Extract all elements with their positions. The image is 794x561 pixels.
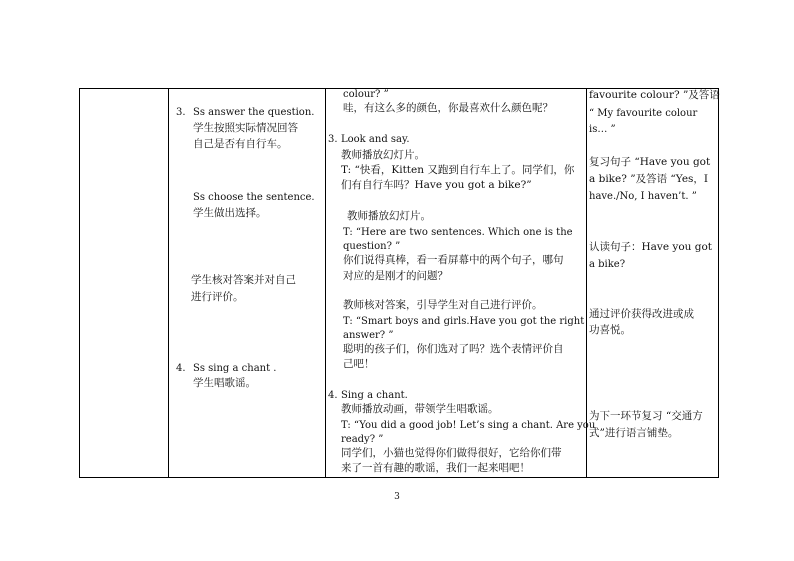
teacher-slide-2: T: “Here are two sentences. Which one is the — [343, 227, 573, 238]
teacher-slide-4: 你们说得真棒，看一看屏幕中的两个句子，哪句 — [343, 254, 564, 266]
teacher-check-4: 聪明的孩子们，你们选对了吗？选个表情评价自 — [343, 343, 564, 355]
teacher-check-3: answer? ” — [343, 330, 394, 341]
teacher-slide-1: 教师播放幻灯片。 — [347, 210, 431, 222]
purpose-top-1: favourite colour? ”及答语 — [589, 89, 720, 101]
teacher-item3-2: T: “快看，Kitten 又跑到自行车上了。同学们，你 — [341, 164, 575, 176]
purpose-bridge-1: 为下一环节复习 “交通方 — [589, 410, 703, 422]
teacher-top-1: colour? ” — [343, 89, 389, 100]
purpose-bridge-2: 式”进行语言铺垫。 — [589, 427, 679, 439]
teacher-item3-3: 们有自行车吗？Have you got a bike?” — [341, 179, 532, 191]
student-item3-zh-1: 学生按照实际情况回答 — [193, 122, 298, 134]
purpose-evaluate-1: 通过评价获得改进或成 — [589, 308, 694, 320]
teacher-check-1: 教师核对答案，引导学生对自己进行评价。 — [343, 299, 543, 311]
student-choose-en: Ss choose the sentence. — [193, 192, 315, 203]
purpose-top-2: “ My favourite colour — [589, 108, 698, 119]
teacher-slide-3: question? ” — [343, 241, 401, 252]
teacher-item4-4: 同学们，小猫也觉得你们做得很好，它给你们带 — [341, 447, 562, 459]
teacher-slide-5: 对应的是刚才的问题？ — [343, 270, 448, 282]
teacher-item4-5: 来了一首有趣的歌谣，我们一起来唱吧！ — [341, 462, 530, 474]
purpose-review-3: have./No, I haven’t. ” — [589, 191, 697, 202]
teacher-top-2: 哇，有这么多的颜色，你最喜欢什么颜色呢？ — [343, 102, 553, 114]
student-item4-zh: 学生唱歌谣。 — [193, 377, 256, 389]
purpose-evaluate-2: 功喜悦。 — [589, 324, 631, 336]
teacher-item4-2: T: “You did a good job! Let’s sing a chant. Are you — [341, 420, 596, 431]
student-item3-en: Ss answer the question. — [193, 107, 315, 118]
teacher-item3-1: 教师播放幻灯片。 — [341, 149, 425, 161]
teacher-item4-title: Sing a chant. — [341, 390, 408, 401]
student-item3-zh-2: 自己是否有自行车。 — [193, 138, 288, 150]
student-check-zh-2: 进行评价。 — [191, 291, 244, 303]
column-divider — [325, 89, 326, 477]
student-item4-en: Ss sing a chant . — [193, 363, 277, 374]
item-number: 4. — [328, 390, 338, 401]
teacher-check-2: T: “Smart boys and girls.Have you got the right — [343, 316, 585, 327]
page-number: 3 — [394, 492, 400, 502]
student-choose-zh: 学生做出选择。 — [193, 207, 267, 219]
purpose-top-3: is… ” — [589, 124, 616, 135]
purpose-review-1: 复习句子 “Have you got — [589, 156, 711, 168]
teacher-item4-1: 教师播放动画，带领学生唱歌谣。 — [341, 403, 499, 415]
column-divider — [168, 89, 169, 477]
purpose-recognize-2: a bike? — [589, 259, 626, 270]
teacher-item3-title: Look and say. — [341, 134, 410, 145]
purpose-review-2: a bike? ”及答语 “Yes，I — [589, 173, 709, 185]
teacher-item4-3: ready? ” — [341, 434, 384, 445]
purpose-recognize-1: 认读句子：Have you got — [589, 241, 713, 253]
item-number: 3. — [176, 107, 186, 118]
item-number: 3. — [328, 134, 338, 145]
teacher-check-5: 己吧！ — [343, 358, 375, 370]
student-check-zh-1: 学生核对答案并对自己 — [191, 274, 296, 286]
item-number: 4. — [176, 363, 186, 374]
